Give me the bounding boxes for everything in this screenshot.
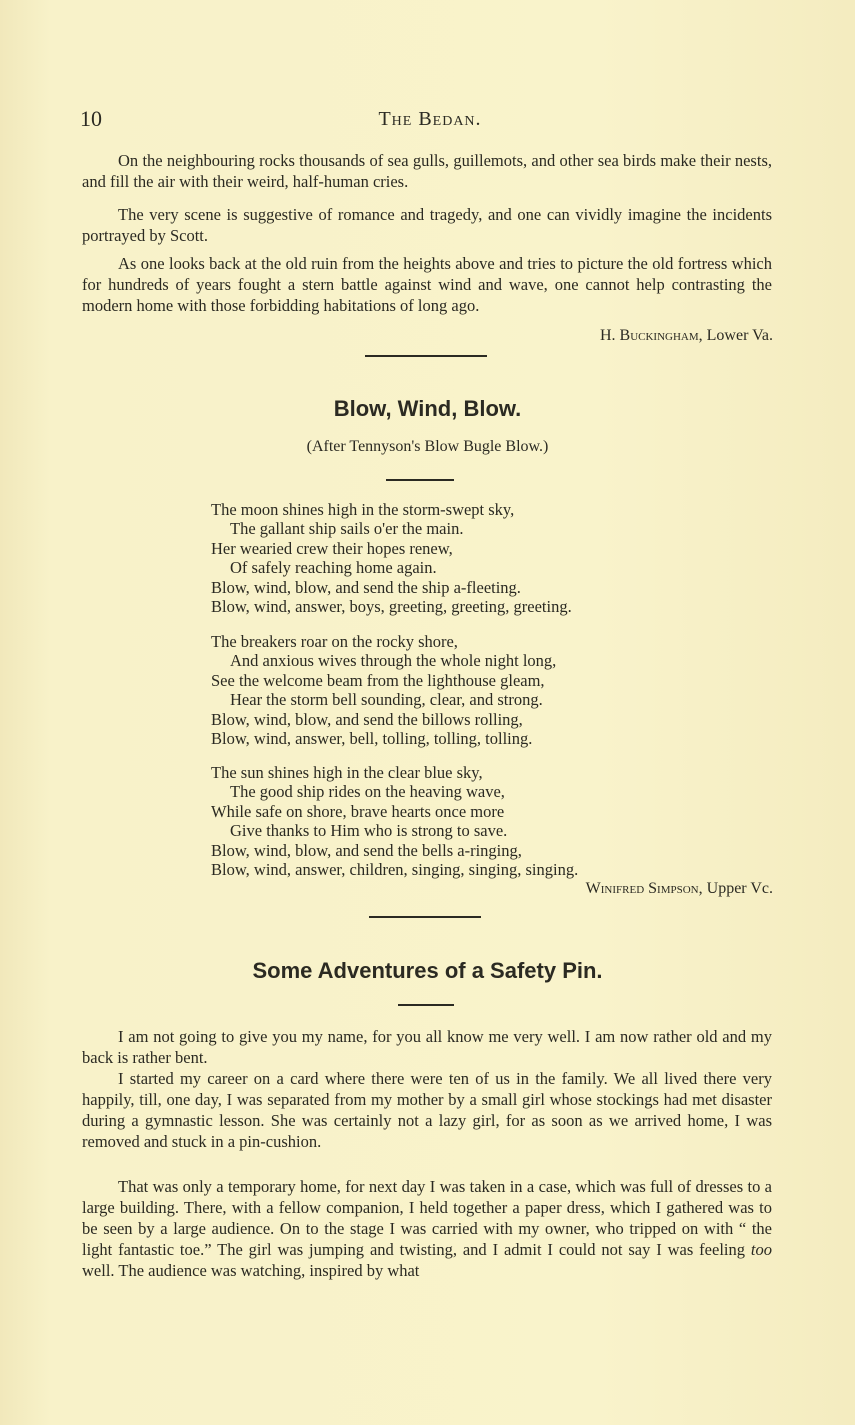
poem-subtitle: (After Tennyson's Blow Bugle Blow.) <box>306 438 549 455</box>
title-divider <box>398 1004 454 1006</box>
article-paragraph: The very scene is suggestive of romance and tragedy, and one can vividly imagine the incidents portrayed by Scott. <box>82 205 772 245</box>
poem-stanza <box>211 763 731 879</box>
poem-line: Blow, wind, blow, and send the bells a-ringing, <box>211 840 522 860</box>
article-paragraph: On the neighbouring rocks thousands of sea gulls, guillemots, and other sea birds make their nests, and fill the air with their weird, half-human cries. <box>82 151 772 191</box>
poem-line: While safe on shore, brave hearts once more <box>211 801 505 821</box>
story-paragraph: I started my career on a card where there were ten of us in the family. We all lived there very happily, till, one day, I was separated from my mother by a small girl whose stockings had met disaster during a gymnastic lesson. She was certainly not a lazy girl, for as soon as we arrived home, I was removed and stuck in a pin-cushion. <box>82 1069 772 1151</box>
poem-line: Give thanks to Him who is strong to save. <box>230 821 508 841</box>
section-divider <box>369 916 481 918</box>
poem-signature <box>586 880 773 898</box>
article-paragraph: As one looks back at the old ruin from the heights above and tries to picture the old fortress which for hundreds of years fought a stern battle against wind and wave, one cannot help contrasting the modern home with those forbidding habitations of long ago. <box>82 254 772 315</box>
story-text: That was only a temporary home, for next day I was taken in a case, which was full of dresses to a large building. There, with a fellow companion, I held together a paper dress, which I gathered was to be seen by a large audience. On to the stage I was carried with my owner, who tripped on with “ the light fantastic toe.” The girl was jumping and twisting, and I admit I could not say I was feeling <box>82 1177 772 1259</box>
poem-line: Blow, wind, answer, boys, greeting, greeting, greeting. <box>211 597 572 617</box>
story-paragraph <box>82 1176 772 1281</box>
poem-line: Her wearied crew their hopes renew, <box>211 538 453 558</box>
story-paragraph: I am not going to give you my name, for you all know me very well. I am now rather old and my back is rather bent. <box>82 1027 772 1067</box>
page-header <box>80 106 780 140</box>
author-form: Lower Va. <box>706 327 773 344</box>
page-number: 10 <box>80 106 102 131</box>
poem-line: Blow, wind, answer, bell, tolling, tolling, tolling. <box>211 729 533 749</box>
article-signature <box>600 327 773 345</box>
poem-title: Blow, Wind, Blow. <box>333 396 522 421</box>
poem-line: See the welcome beam from the lighthouse gleam, <box>211 670 545 690</box>
poem-line: The breakers roar on the rocky shore, <box>211 632 458 651</box>
running-title: The Bedan. <box>378 108 482 130</box>
poem-line: Of safely reaching home again. <box>230 558 437 578</box>
poem-stanza <box>211 500 731 616</box>
poem-line: Blow, wind, blow, and send the ship a-fleeting. <box>211 577 521 597</box>
poem-line: The moon shines high in the storm-swept sky, <box>211 500 515 519</box>
author-name: H. Buckingham, <box>599 327 703 344</box>
title-divider <box>386 479 454 481</box>
poem-line: The good ship rides on the heaving wave, <box>230 782 505 802</box>
poem-stanza <box>211 632 731 748</box>
poem-line: Hear the storm bell sounding, clear, and strong. <box>230 690 543 710</box>
poem-line: The gallant ship sails o'er the main. <box>230 519 464 539</box>
story-title: Some Adventures of a Safety Pin. <box>252 958 603 983</box>
poem-line: And anxious wives through the whole night long, <box>230 651 557 671</box>
emphasis-text: too <box>750 1240 772 1259</box>
author-name: Winifred Simpson, <box>585 880 703 897</box>
story-text: well. The audience was watching, inspired by what <box>82 1261 420 1280</box>
author-form: Upper Vc. <box>706 880 773 897</box>
poem-line: Blow, wind, answer, children, singing, singing, singing. <box>211 860 579 880</box>
poem-line: Blow, wind, blow, and send the billows rolling, <box>211 709 523 729</box>
poem-line: The sun shines high in the clear blue sky, <box>211 763 483 782</box>
section-divider <box>365 355 487 357</box>
